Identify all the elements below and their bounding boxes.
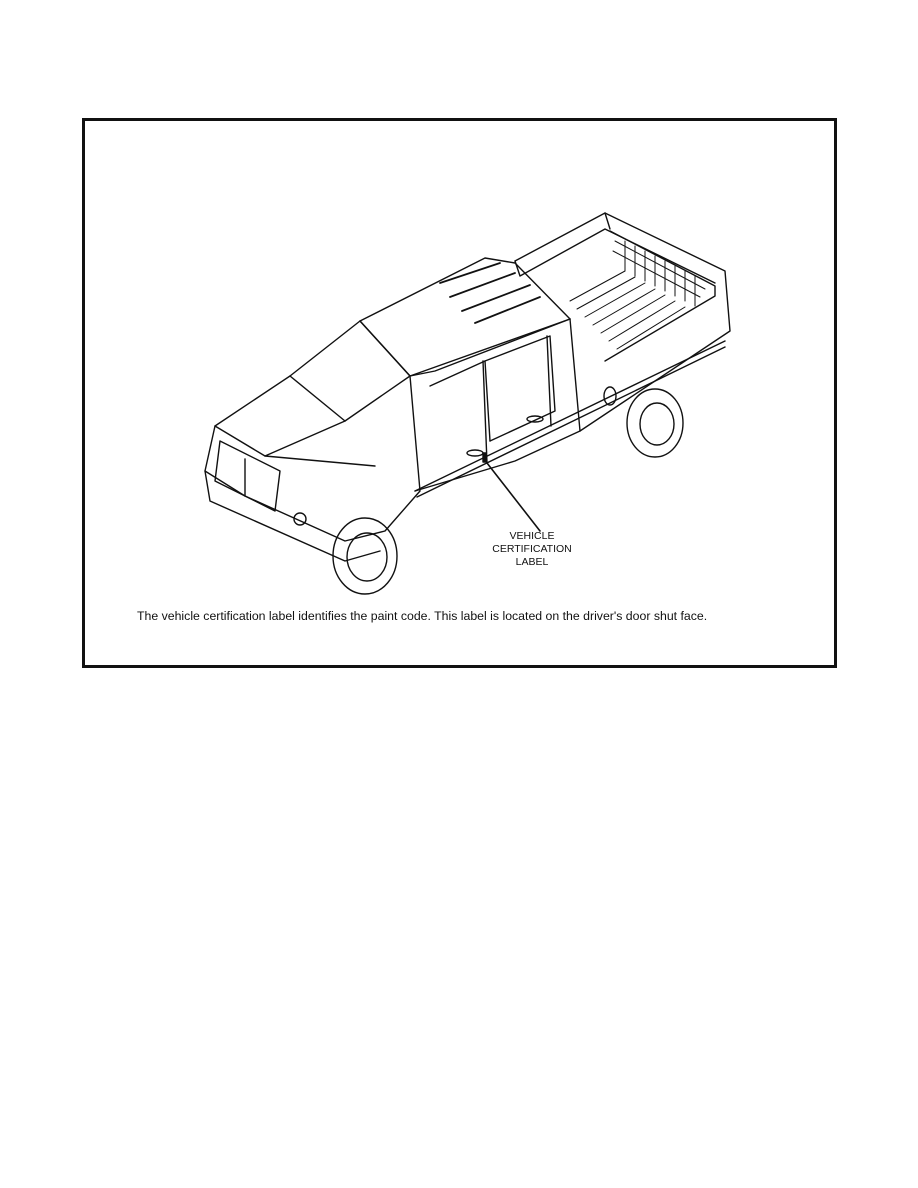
callout-line-3: LABEL: [515, 556, 549, 568]
callout-line-1: VEHICLE: [509, 530, 555, 542]
figure-frame: [82, 118, 837, 668]
vehicle-certification-label-callout: [472, 530, 592, 569]
figure-caption: The vehicle certification label identifies the paint code. This label is located on the driver's door shut face.: [137, 609, 708, 623]
callout-line-2: CERTIFICATION: [492, 543, 572, 555]
pickup-truck-illustration: [185, 201, 745, 601]
